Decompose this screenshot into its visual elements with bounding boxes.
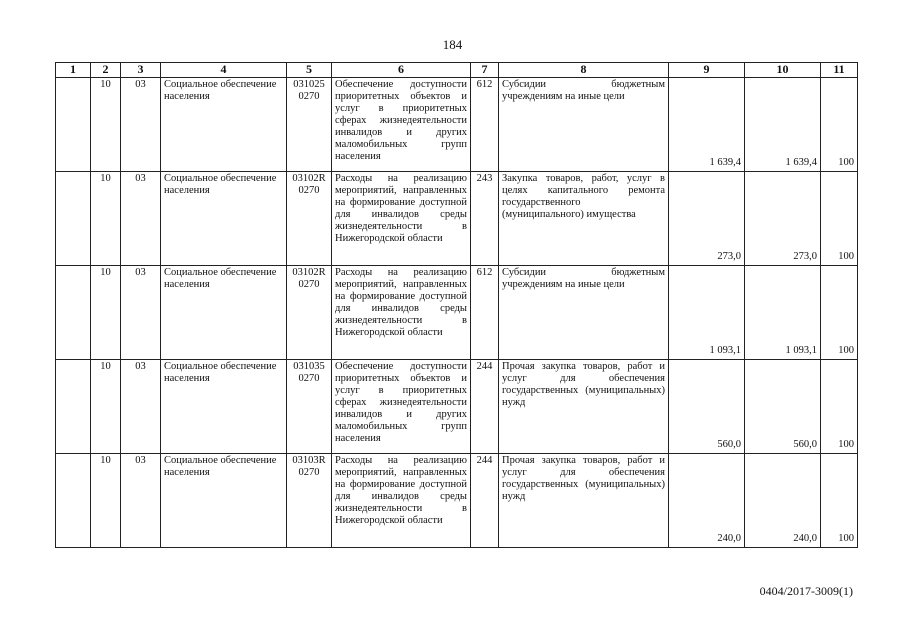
- cell-expense-type: 244: [471, 454, 499, 548]
- cell-target-code: 03102R 0270: [287, 266, 332, 360]
- cell-description: Расходы на реализацию мероприятий, направленных на формирование доступной для инвалидов среды жизнедеятельности в Нижегородской области: [332, 454, 471, 548]
- cell-actual-amount: 240,0: [745, 454, 821, 548]
- table-row: [56, 172, 858, 266]
- cell-percent: 100: [821, 266, 858, 360]
- cell-percent: 100: [821, 78, 858, 172]
- cell-subsection: 03: [121, 454, 161, 548]
- cell-description: Расходы на реализацию мероприятий, направленных на формирование доступной для инвалидов среды жизнедеятельности в Нижегородской области: [332, 266, 471, 360]
- cell-section: 10: [91, 172, 121, 266]
- table-row: [56, 266, 858, 360]
- cell-plan-amount: 1 639,4: [669, 78, 745, 172]
- cell-expense-type: 612: [471, 78, 499, 172]
- cell-section: 10: [91, 360, 121, 454]
- cell-description: Расходы на реализацию мероприятий, направленных на формирование доступной для инвалидов среды жизнедеятельности в Нижегородской области: [332, 172, 471, 266]
- column-header-7: 7: [471, 63, 499, 78]
- column-header-8: 8: [499, 63, 669, 78]
- cell-expense-type-name: Субсидии бюджетным учреждениям на иные цели: [499, 78, 669, 172]
- cell-section-name: Социальное обеспечение населения: [161, 360, 287, 454]
- cell-col1: [56, 78, 91, 172]
- cell-target-code: 03102R 0270: [287, 172, 332, 266]
- cell-plan-amount: 273,0: [669, 172, 745, 266]
- column-header-11: 11: [821, 63, 858, 78]
- cell-col1: [56, 454, 91, 548]
- column-header-1: 1: [56, 63, 91, 78]
- document-code: 0404/2017-3009(1): [759, 584, 853, 598]
- table-row: [56, 454, 858, 548]
- cell-actual-amount: 1 639,4: [745, 78, 821, 172]
- cell-expense-type-name: Прочая закупка товаров, работ и услуг для обеспечения государственных (муниципальных) нужд: [499, 360, 669, 454]
- header-row: [56, 63, 858, 78]
- table-row: [56, 78, 858, 172]
- cell-expense-type: 244: [471, 360, 499, 454]
- column-header-6: 6: [332, 63, 471, 78]
- cell-percent: 100: [821, 454, 858, 548]
- cell-actual-amount: 560,0: [745, 360, 821, 454]
- cell-section: 10: [91, 266, 121, 360]
- column-header-3: 3: [121, 63, 161, 78]
- cell-target-code: 03103R 0270: [287, 454, 332, 548]
- cell-expense-type-name: Закупка товаров, работ, услуг в целях капитального ремонта государственного (муниципального) имущества: [499, 172, 669, 266]
- cell-percent: 100: [821, 360, 858, 454]
- budget-table: [55, 62, 858, 548]
- cell-section-name: Социальное обеспечение населения: [161, 454, 287, 548]
- cell-section-name: Социальное обеспечение населения: [161, 172, 287, 266]
- cell-percent: 100: [821, 172, 858, 266]
- cell-subsection: 03: [121, 266, 161, 360]
- cell-expense-type: 243: [471, 172, 499, 266]
- column-header-10: 10: [745, 63, 821, 78]
- cell-plan-amount: 1 093,1: [669, 266, 745, 360]
- column-header-9: 9: [669, 63, 745, 78]
- cell-col1: [56, 266, 91, 360]
- page-number: 184: [442, 37, 463, 52]
- cell-section-name: Социальное обеспечение населения: [161, 266, 287, 360]
- cell-subsection: 03: [121, 360, 161, 454]
- cell-col1: [56, 360, 91, 454]
- cell-subsection: 03: [121, 172, 161, 266]
- column-header-5: 5: [287, 63, 332, 78]
- cell-target-code: 031035 0270: [287, 360, 332, 454]
- cell-expense-type-name: Субсидии бюджетным учреждениям на иные цели: [499, 266, 669, 360]
- cell-expense-type: 612: [471, 266, 499, 360]
- table-row: [56, 360, 858, 454]
- column-header-4: 4: [161, 63, 287, 78]
- cell-section: 10: [91, 78, 121, 172]
- cell-description: Обеспечение доступности приоритетных объектов и услуг в приоритетных сферах жизнедеятельности инвалидов и других маломобильных групп населения: [332, 78, 471, 172]
- cell-plan-amount: 560,0: [669, 360, 745, 454]
- cell-section-name: Социальное обеспечение населения: [161, 78, 287, 172]
- cell-target-code: 031025 0270: [287, 78, 332, 172]
- cell-col1: [56, 172, 91, 266]
- cell-description: Обеспечение доступности приоритетных объектов и услуг в приоритетных сферах жизнедеятельности инвалидов и других маломобильных групп населения: [332, 360, 471, 454]
- cell-section: 10: [91, 454, 121, 548]
- column-header-2: 2: [91, 63, 121, 78]
- cell-actual-amount: 273,0: [745, 172, 821, 266]
- cell-actual-amount: 1 093,1: [745, 266, 821, 360]
- cell-expense-type-name: Прочая закупка товаров, работ и услуг для обеспечения государственных (муниципальных) нужд: [499, 454, 669, 548]
- cell-subsection: 03: [121, 78, 161, 172]
- cell-plan-amount: 240,0: [669, 454, 745, 548]
